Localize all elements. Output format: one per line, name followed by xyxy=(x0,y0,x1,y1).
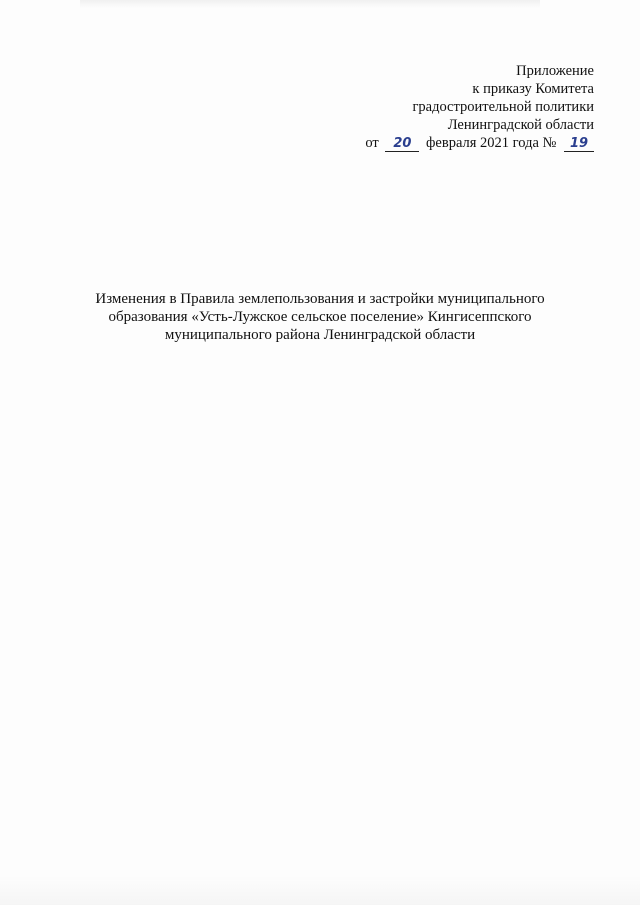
title-line-3: муниципального района Ленинградской области xyxy=(164,327,476,343)
date-month-year: февраля 2021 года № xyxy=(426,135,557,151)
appendix-header xyxy=(365,62,594,152)
handwritten-order-number: 19 xyxy=(564,137,594,152)
document-title xyxy=(60,290,580,344)
date-prefix: от xyxy=(365,135,379,151)
title-line-1: Изменения в Правила землепользования и застройки муниципального xyxy=(95,291,545,307)
appendix-region: Ленинградской области xyxy=(447,117,594,133)
title-line-2: образования «Усть-Лужское сельское поселение» Кингисеппского xyxy=(108,309,532,325)
scan-shadow-top xyxy=(80,0,540,8)
appendix-date-line xyxy=(365,134,594,152)
appendix-order-ref: к приказу Комитета xyxy=(472,81,594,97)
appendix-label: Приложение xyxy=(516,63,594,79)
handwritten-day: 20 xyxy=(385,137,419,152)
scan-shadow-bottom xyxy=(0,875,640,905)
appendix-committee: градостроительной политики xyxy=(412,99,594,115)
